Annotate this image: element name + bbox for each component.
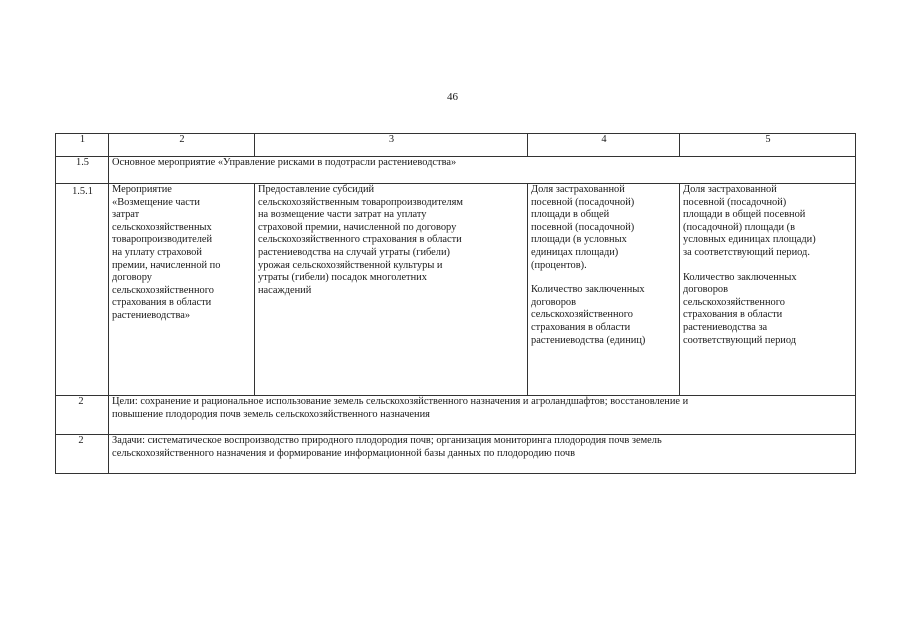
activity-name-text: Мероприятие «Возмещение части затрат сельскохозяйственных товаропроизводителей на уплату страховой премии, начисленной по договору сельскохозяйственного страхования в области растениеводства» [112, 184, 221, 321]
indicator-text-2: Количество заключенных договоров сельскохозяйственного страхования в области растениеводства (единиц) [531, 284, 646, 346]
main-activity-title: Основное мероприятие «Управление рисками в подотрасли растениеводства» [109, 157, 856, 184]
activity-description-text: Предоставление субсидий сельскохозяйственным товаропроизводителям на возмещение части затрат на уплату страховой премии, начисленной по договору сельскохозяйственного страхования в области растениеводства на случай утраты (гибели) урожая сельскохозяйственной культуры и утраты (гибели) посадок многолетних насаждений [258, 184, 463, 296]
page-number: 46 [447, 91, 458, 103]
activity-name-cell [109, 184, 255, 396]
table-row-goals [56, 396, 856, 435]
table-row-1-5 [56, 157, 856, 184]
indicator-cell [528, 184, 680, 396]
result-cell [680, 184, 856, 396]
header-col-3: 3 [255, 134, 528, 157]
result-text-2: Количество заключенных договоров сельскохозяйственного страхования в области растениеводства за соответствующий период [683, 271, 797, 346]
header-col-1: 1 [56, 134, 109, 157]
header-col-2: 2 [109, 134, 255, 157]
goals-cell [109, 396, 856, 435]
row-number-1-5-1: 1.5.1 [56, 184, 109, 396]
paragraph-gap [683, 260, 853, 272]
paragraph-gap [531, 272, 677, 284]
goals-text: Цели: сохранение и рациональное использование земель сельскохозяйственного назначения и агроландшафтов; восстановление и повышение плодородия почв земель сельскохозяйственного назначения [112, 396, 689, 420]
row-number-goals: 2 [56, 396, 109, 435]
table-header-row [56, 134, 856, 157]
header-col-4: 4 [528, 134, 680, 157]
row-number-tasks: 2 [56, 435, 109, 474]
row-number-1-5: 1.5 [56, 157, 109, 184]
tasks-text: Задачи: систематическое воспроизводство природного плодородия почв; организация мониторинга плодородия почв земель сельскохозяйственного назначения и формирование информационной базы данных по плодородию почв [112, 435, 662, 459]
table-row-1-5-1 [56, 184, 856, 396]
tasks-cell [109, 435, 856, 474]
table-row-tasks [56, 435, 856, 474]
result-text-1: Доля застрахованной посевной (посадочной) площади в общей посевной (посадочной) площади (в условных единицах площади) за соответствующий период. [683, 184, 816, 258]
header-col-5: 5 [680, 134, 856, 157]
program-table [55, 133, 856, 474]
activity-description-cell [255, 184, 528, 396]
indicator-text-1: Доля застрахованной посевной (посадочной) площади в общей посевной (посадочной) площади (в условных единицах площади) (процентов). [531, 184, 635, 271]
